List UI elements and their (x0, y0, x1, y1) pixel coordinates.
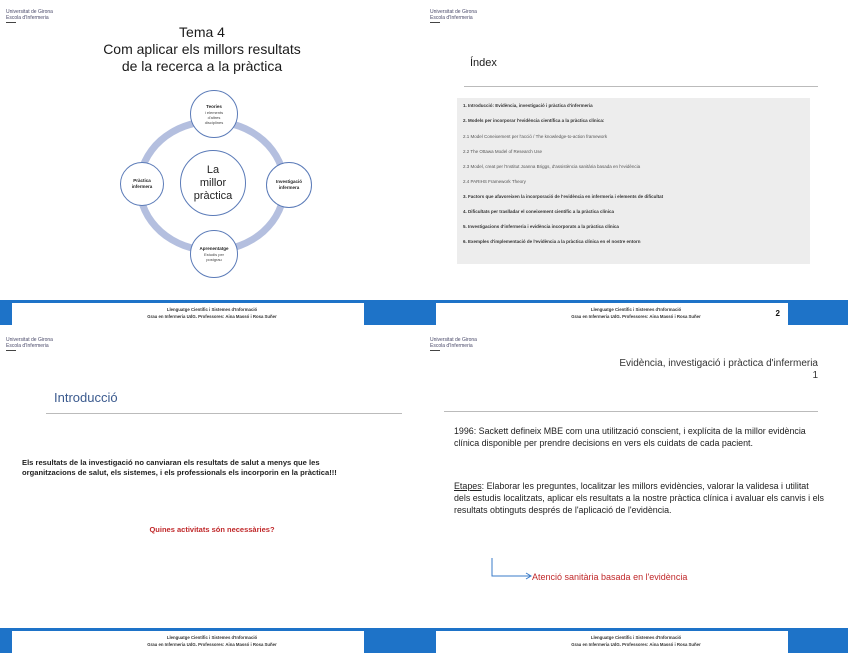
udg-logo: Universitat de Girona Escola d'Infermeria (6, 9, 53, 21)
index-item: 2.4 PARIHS Framework Theory (463, 179, 526, 184)
udg-logo: Universitat de Girona Escola d'Infermeria (6, 337, 53, 349)
index-item: 2.1 Model Coneixement per l'acció / The knowledge-to-action framework (463, 134, 608, 139)
arrow-icon (486, 558, 536, 580)
page-number: 2 (775, 309, 780, 318)
intro-text: Els resultats de la investigació no canviaran els resultats de salut a menys que les organitzacions de salut, els sistemes, i els professionals els incorporin en la pràctica!!! (22, 458, 337, 477)
slide-2 (424, 0, 848, 327)
index-item: 5. Investigacions d'infermeria i evidència incorporats a la pràctica clínica (463, 224, 619, 229)
slide-4 (424, 328, 848, 655)
slide-footer: Llenguatge Científic i Sistemes d'Informació Grau en Infermeria UdG. Professores: Aina Massó i Rosa Suñer (0, 628, 424, 655)
stages-paragraph: Etapes: Elaborar les preguntes, localitzar les millors evidències, valorar la validesa i utilitat dels estudis localitzats, aplicar els resultats a la nostre pràctica clínica i avaluar els canvis i els resultats obtinguts després de l'aplicació de l'evidència. (454, 481, 824, 515)
center-circle: La millor pràctica (180, 150, 246, 216)
slide-footer: Llenguatge Científic i Sistemes d'Informació Grau en Infermeria UdG. Professores: Aina Massó i Rosa Suñer 2 (424, 300, 848, 327)
index-title: Índex (470, 57, 497, 69)
udg-logo: Universitat de Girona Escola d'Infermeria (430, 9, 477, 21)
title-divider (444, 411, 818, 412)
title-divider (46, 413, 402, 414)
cycle-diagram (108, 90, 328, 280)
udg-logo: Universitat de Girona Escola d'Infermeria (430, 337, 477, 349)
intro-question: Quines activitats són necessàries? (149, 525, 275, 534)
slide-footer: Llenguatge Científic i Sistemes d'Informació Grau en Infermeria UdG. Professores: Aina Massó i Rosa Suñer (0, 300, 424, 327)
sackett-paragraph: 1996: Sackett defineix MBE com una utilització conscient, i explícita de la millor evidència clínica disponible per prendre decisions en vers els cuidats de cada pacient. (454, 426, 806, 448)
research-circle: Investigació infermera (266, 162, 312, 208)
index-item: 6. Exemples d'implementació de l'evidència a la pràctica clínica en el nostre entorn (463, 239, 641, 244)
learning-circle: Aprenentatge Estudis per postgrau (190, 230, 238, 278)
theories-circle: Teories i elements d'altres disciplines (190, 90, 238, 138)
index-item: 3. Factors que afavoreixen la incorporació de l'evidència en infermeria i elements de dificultat (463, 194, 664, 199)
slide-title: Evidència, investigació i pràctica d'infermeria 1 (619, 358, 818, 381)
slide-footer: Llenguatge Científic i Sistemes d'Informació Grau en Infermeria UdG. Professores: Aina Massó i Rosa Suñer (424, 628, 848, 655)
index-item: 2. Models per incorporar l'evidència científica a la pràctica clínica: (463, 118, 605, 123)
slide-3 (0, 328, 424, 655)
index-item: 2.3 Model, creat per l'Institut Joanna Briggs, d'assistència sanitària basada en l'evidència (463, 164, 641, 169)
intro-title: Introducció (54, 390, 118, 405)
index-item: 4. Dificultats per traslladar el coneixement científic a la pràctica clínica (463, 209, 615, 214)
index-item: 1. Introducció: Evidència, investigació i pràctica d'infermeria (463, 103, 593, 108)
index-item: 2.2 The Ottawa Model of Research Use (463, 149, 542, 154)
title-divider (464, 86, 818, 87)
ebp-label: Atenció sanitària basada en l'evidència (532, 572, 688, 582)
practice-circle: Pràctica infermera (120, 162, 164, 206)
slide-1 (0, 0, 424, 327)
index-box (457, 98, 810, 264)
slide-title: Tema 4 Com aplicar els millors resultats de la recerca a la pràctica (103, 24, 301, 74)
